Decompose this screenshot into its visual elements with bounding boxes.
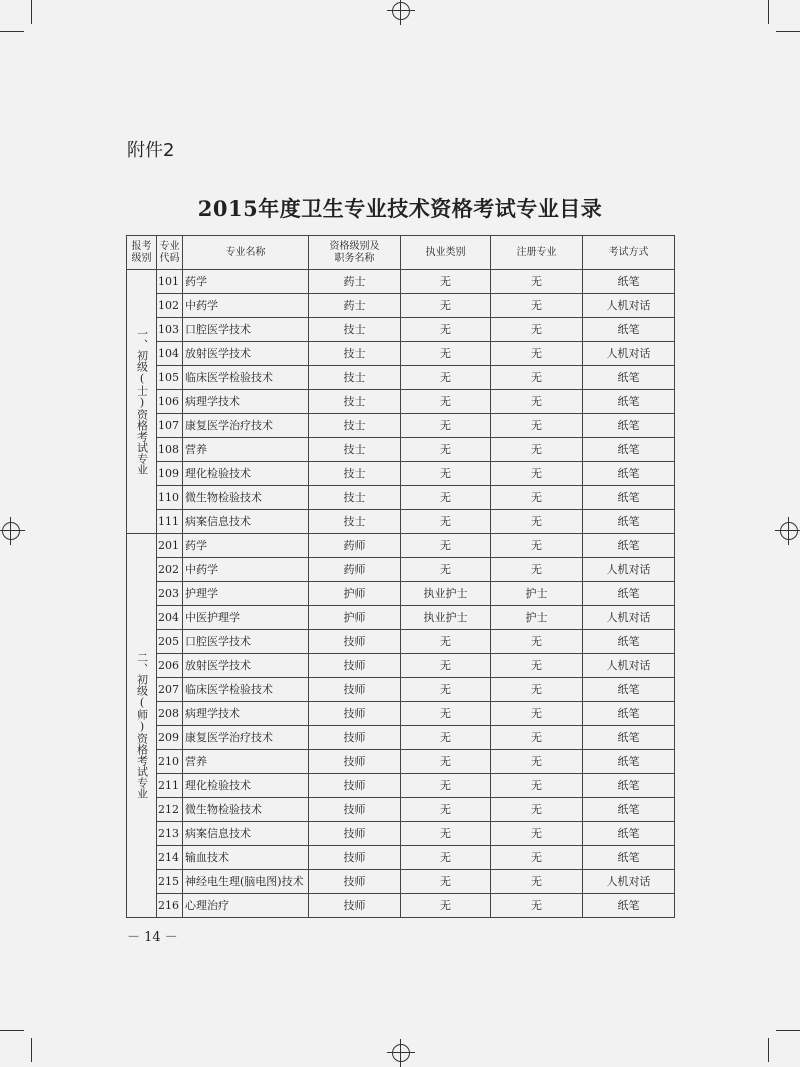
name-cell: 康复医学治疗技术 [183, 726, 309, 750]
exam-cell: 人机对话 [583, 606, 675, 630]
code-cell: 213 [157, 822, 183, 846]
register-cell: 无 [491, 870, 583, 894]
table-row [127, 894, 675, 918]
code-cell: 101 [157, 270, 183, 294]
exam-cell: 纸笔 [583, 846, 675, 870]
register-cell: 无 [491, 894, 583, 918]
code-cell: 103 [157, 318, 183, 342]
table-row [127, 750, 675, 774]
title-cell: 技师 [309, 822, 401, 846]
exam-cell: 人机对话 [583, 342, 675, 366]
table-row [127, 582, 675, 606]
exam-cell: 人机对话 [583, 558, 675, 582]
table-body [127, 270, 675, 918]
table-row [127, 318, 675, 342]
table-row [127, 822, 675, 846]
register-cell: 无 [491, 750, 583, 774]
exam-cell: 纸笔 [583, 270, 675, 294]
exam-cell: 纸笔 [583, 438, 675, 462]
name-cell: 神经电生理(脑电图)技术 [183, 870, 309, 894]
header-practice: 执业类别 [401, 236, 491, 270]
exam-cell: 纸笔 [583, 366, 675, 390]
group-level-cell [127, 534, 157, 918]
practice-cell: 无 [401, 558, 491, 582]
exam-cell: 纸笔 [583, 486, 675, 510]
code-cell: 216 [157, 894, 183, 918]
practice-cell: 无 [401, 486, 491, 510]
code-cell: 207 [157, 678, 183, 702]
title-cell: 技士 [309, 486, 401, 510]
crop-mark [0, 31, 24, 32]
title-cell: 药师 [309, 534, 401, 558]
name-cell: 中医护理学 [183, 606, 309, 630]
register-cell: 护士 [491, 606, 583, 630]
registration-mark-icon [392, 2, 410, 20]
code-cell: 202 [157, 558, 183, 582]
code-cell: 111 [157, 510, 183, 534]
code-cell: 208 [157, 702, 183, 726]
name-cell: 理化检验技术 [183, 462, 309, 486]
exam-cell: 纸笔 [583, 534, 675, 558]
register-cell: 无 [491, 846, 583, 870]
name-cell: 临床医学检验技术 [183, 678, 309, 702]
register-cell: 无 [491, 654, 583, 678]
table-row [127, 414, 675, 438]
register-cell: 无 [491, 558, 583, 582]
register-cell: 无 [491, 366, 583, 390]
name-cell: 输血技术 [183, 846, 309, 870]
code-cell: 205 [157, 630, 183, 654]
page-number: － 14 － [127, 930, 178, 945]
practice-cell: 无 [401, 438, 491, 462]
register-cell: 无 [491, 774, 583, 798]
code-cell: 110 [157, 486, 183, 510]
specialty-table [126, 235, 675, 918]
code-cell: 201 [157, 534, 183, 558]
table-row [127, 438, 675, 462]
practice-cell: 无 [401, 510, 491, 534]
code-cell: 106 [157, 390, 183, 414]
title-cell: 技士 [309, 390, 401, 414]
header-register: 注册专业 [491, 236, 583, 270]
table-row [127, 798, 675, 822]
name-cell: 心理治疗 [183, 894, 309, 918]
name-cell: 中药学 [183, 558, 309, 582]
name-cell: 微生物检验技术 [183, 798, 309, 822]
table-row [127, 654, 675, 678]
group-label: 二、初级(师)资格考试专业 [135, 652, 149, 799]
header-code: 专业代码 [157, 236, 183, 270]
exam-cell: 纸笔 [583, 510, 675, 534]
register-cell: 无 [491, 726, 583, 750]
title-cell: 技师 [309, 678, 401, 702]
register-cell: 无 [491, 270, 583, 294]
name-cell: 药学 [183, 534, 309, 558]
title-cell: 技师 [309, 630, 401, 654]
group-label: 一、初级(士)资格考试专业 [135, 328, 149, 475]
table-row [127, 606, 675, 630]
document-title: 2015年度卫生专业技术资格考试专业目录 [197, 196, 603, 221]
code-cell: 210 [157, 750, 183, 774]
practice-cell: 无 [401, 342, 491, 366]
registration-mark-icon [780, 522, 798, 540]
code-cell: 215 [157, 870, 183, 894]
title-cell: 技士 [309, 414, 401, 438]
exam-cell: 纸笔 [583, 678, 675, 702]
exam-cell: 人机对话 [583, 870, 675, 894]
practice-cell: 无 [401, 750, 491, 774]
register-cell: 无 [491, 438, 583, 462]
registration-mark-icon [392, 1044, 410, 1062]
name-cell: 理化检验技术 [183, 774, 309, 798]
exam-cell: 纸笔 [583, 390, 675, 414]
code-cell: 211 [157, 774, 183, 798]
name-cell: 口腔医学技术 [183, 318, 309, 342]
name-cell: 病案信息技术 [183, 822, 309, 846]
practice-cell: 无 [401, 678, 491, 702]
practice-cell: 执业护士 [401, 582, 491, 606]
title-cell: 技士 [309, 342, 401, 366]
practice-cell: 无 [401, 894, 491, 918]
name-cell: 放射医学技术 [183, 342, 309, 366]
title-cell: 护师 [309, 606, 401, 630]
header-exam: 考试方式 [583, 236, 675, 270]
registration-mark-icon [2, 522, 20, 540]
code-cell: 203 [157, 582, 183, 606]
practice-cell: 执业护士 [401, 606, 491, 630]
practice-cell: 无 [401, 390, 491, 414]
title-cell: 技士 [309, 438, 401, 462]
register-cell: 护士 [491, 582, 583, 606]
header-title: 资格级别及职务名称 [309, 236, 401, 270]
crop-mark [768, 0, 769, 24]
title-cell: 护师 [309, 582, 401, 606]
practice-cell: 无 [401, 462, 491, 486]
title-cell: 技师 [309, 846, 401, 870]
practice-cell: 无 [401, 798, 491, 822]
title-cell: 技师 [309, 654, 401, 678]
practice-cell: 无 [401, 726, 491, 750]
header-name: 专业名称 [183, 236, 309, 270]
crop-mark [768, 1038, 769, 1062]
practice-cell: 无 [401, 270, 491, 294]
attachment-label: 附件2 [127, 140, 175, 161]
title-cell: 技士 [309, 462, 401, 486]
practice-cell: 无 [401, 654, 491, 678]
exam-cell: 纸笔 [583, 414, 675, 438]
practice-cell: 无 [401, 414, 491, 438]
exam-cell: 纸笔 [583, 318, 675, 342]
name-cell: 病案信息技术 [183, 510, 309, 534]
register-cell: 无 [491, 462, 583, 486]
table-header-row [127, 236, 675, 270]
exam-cell: 纸笔 [583, 894, 675, 918]
name-cell: 药学 [183, 270, 309, 294]
crop-mark [31, 1038, 32, 1062]
table-row [127, 678, 675, 702]
table-row [127, 726, 675, 750]
name-cell: 放射医学技术 [183, 654, 309, 678]
practice-cell: 无 [401, 366, 491, 390]
group-level-cell [127, 270, 157, 534]
table-row [127, 462, 675, 486]
code-cell: 109 [157, 462, 183, 486]
title-cell: 技师 [309, 798, 401, 822]
crop-mark [776, 31, 800, 32]
practice-cell: 无 [401, 822, 491, 846]
code-cell: 206 [157, 654, 183, 678]
register-cell: 无 [491, 798, 583, 822]
crop-mark [776, 1030, 800, 1031]
exam-cell: 纸笔 [583, 750, 675, 774]
exam-cell: 纸笔 [583, 462, 675, 486]
table-row [127, 558, 675, 582]
title-cell: 药师 [309, 558, 401, 582]
table-row [127, 774, 675, 798]
register-cell: 无 [491, 414, 583, 438]
table-row [127, 342, 675, 366]
name-cell: 病理学技术 [183, 702, 309, 726]
table-row [127, 510, 675, 534]
practice-cell: 无 [401, 318, 491, 342]
table-row [127, 486, 675, 510]
table-row [127, 846, 675, 870]
title-cell: 技师 [309, 894, 401, 918]
table-row [127, 702, 675, 726]
register-cell: 无 [491, 318, 583, 342]
practice-cell: 无 [401, 534, 491, 558]
header-level: 报考级别 [127, 236, 157, 270]
register-cell: 无 [491, 486, 583, 510]
title-cell: 药士 [309, 270, 401, 294]
practice-cell: 无 [401, 846, 491, 870]
table-row [127, 534, 675, 558]
name-cell: 病理学技术 [183, 390, 309, 414]
practice-cell: 无 [401, 774, 491, 798]
code-cell: 104 [157, 342, 183, 366]
name-cell: 中药学 [183, 294, 309, 318]
exam-cell: 纸笔 [583, 774, 675, 798]
crop-mark [31, 0, 32, 24]
exam-cell: 纸笔 [583, 630, 675, 654]
table-row [127, 870, 675, 894]
code-cell: 214 [157, 846, 183, 870]
name-cell: 康复医学治疗技术 [183, 414, 309, 438]
name-cell: 口腔医学技术 [183, 630, 309, 654]
title-cell: 技士 [309, 510, 401, 534]
code-cell: 102 [157, 294, 183, 318]
title-cell: 技师 [309, 774, 401, 798]
code-cell: 105 [157, 366, 183, 390]
code-cell: 107 [157, 414, 183, 438]
code-cell: 212 [157, 798, 183, 822]
register-cell: 无 [491, 534, 583, 558]
register-cell: 无 [491, 630, 583, 654]
exam-cell: 纸笔 [583, 702, 675, 726]
practice-cell: 无 [401, 630, 491, 654]
name-cell: 临床医学检验技术 [183, 366, 309, 390]
code-cell: 209 [157, 726, 183, 750]
title-cell: 技师 [309, 702, 401, 726]
practice-cell: 无 [401, 870, 491, 894]
register-cell: 无 [491, 822, 583, 846]
table-row [127, 390, 675, 414]
exam-cell: 纸笔 [583, 798, 675, 822]
exam-cell: 纸笔 [583, 822, 675, 846]
register-cell: 无 [491, 702, 583, 726]
title-cell: 技师 [309, 726, 401, 750]
exam-cell: 人机对话 [583, 294, 675, 318]
table-row [127, 366, 675, 390]
code-cell: 204 [157, 606, 183, 630]
title-cell: 技师 [309, 870, 401, 894]
practice-cell: 无 [401, 294, 491, 318]
title-cell: 药士 [309, 294, 401, 318]
practice-cell: 无 [401, 702, 491, 726]
name-cell: 微生物检验技术 [183, 486, 309, 510]
name-cell: 营养 [183, 750, 309, 774]
exam-cell: 纸笔 [583, 582, 675, 606]
register-cell: 无 [491, 678, 583, 702]
crop-mark [0, 1030, 24, 1031]
title-cell: 技师 [309, 750, 401, 774]
title-cell: 技士 [309, 318, 401, 342]
name-cell: 营养 [183, 438, 309, 462]
register-cell: 无 [491, 342, 583, 366]
code-cell: 108 [157, 438, 183, 462]
exam-cell: 人机对话 [583, 654, 675, 678]
table-row [127, 270, 675, 294]
register-cell: 无 [491, 390, 583, 414]
name-cell: 护理学 [183, 582, 309, 606]
table-row [127, 630, 675, 654]
register-cell: 无 [491, 294, 583, 318]
register-cell: 无 [491, 510, 583, 534]
exam-cell: 纸笔 [583, 726, 675, 750]
title-cell: 技士 [309, 366, 401, 390]
table-row [127, 294, 675, 318]
